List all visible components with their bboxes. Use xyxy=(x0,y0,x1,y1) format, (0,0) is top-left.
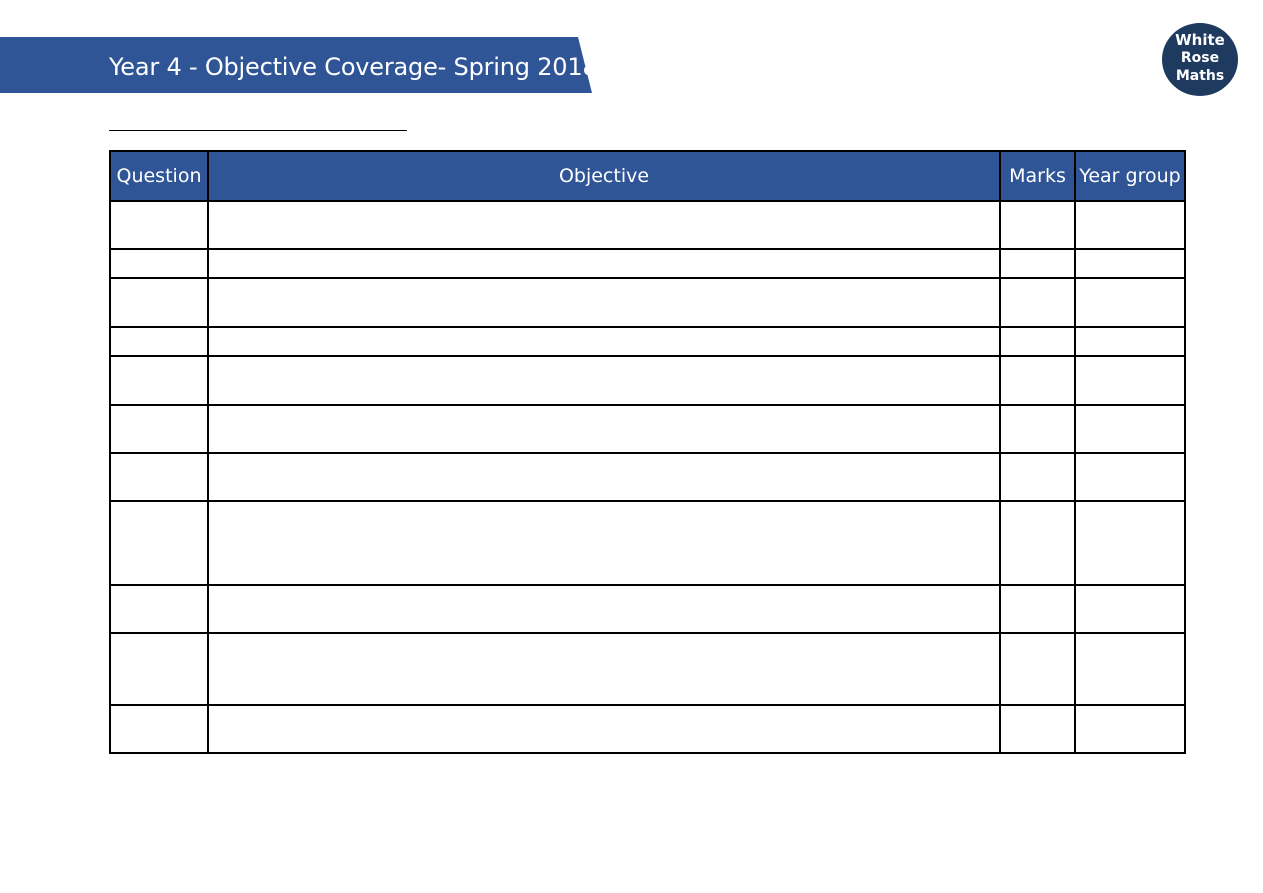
question-cell xyxy=(110,633,208,705)
question-cell xyxy=(110,249,208,278)
question-cell xyxy=(110,705,208,753)
question-cell xyxy=(110,585,208,633)
table-row xyxy=(110,356,1185,405)
marks-cell xyxy=(1000,356,1075,405)
year-group-cell xyxy=(1075,633,1185,705)
objective-cell xyxy=(208,633,1000,705)
marks-cell xyxy=(1000,585,1075,633)
column-header-objective: Objective xyxy=(208,151,1000,201)
question-cell xyxy=(110,278,208,327)
year-group-cell xyxy=(1075,405,1185,453)
column-header-marks: Marks xyxy=(1000,151,1075,201)
objective-cell xyxy=(208,705,1000,753)
marks-cell xyxy=(1000,501,1075,585)
objective-cell xyxy=(208,405,1000,453)
year-group-cell xyxy=(1075,705,1185,753)
objective-coverage-table xyxy=(109,150,1186,754)
table-row xyxy=(110,585,1185,633)
question-cell xyxy=(110,453,208,501)
table-row xyxy=(110,705,1185,753)
table-row xyxy=(110,327,1185,356)
logo-line-rose: Rose xyxy=(1180,50,1220,66)
logo-line-white: White xyxy=(1175,31,1225,49)
year-group-cell xyxy=(1075,453,1185,501)
name-underline xyxy=(109,130,407,131)
objective-cell xyxy=(208,201,1000,249)
objective-cell xyxy=(208,585,1000,633)
objective-cell xyxy=(208,278,1000,327)
objective-cell xyxy=(208,453,1000,501)
question-cell xyxy=(110,405,208,453)
question-cell xyxy=(110,501,208,585)
year-group-cell xyxy=(1075,501,1185,585)
table-row xyxy=(110,405,1185,453)
year-group-cell xyxy=(1075,278,1185,327)
year-group-cell xyxy=(1075,249,1185,278)
marks-cell xyxy=(1000,249,1075,278)
marks-cell xyxy=(1000,705,1075,753)
table-row xyxy=(110,278,1185,327)
objective-cell xyxy=(208,501,1000,585)
marks-cell xyxy=(1000,453,1075,501)
marks-cell xyxy=(1000,278,1075,327)
question-cell xyxy=(110,356,208,405)
objective-cell xyxy=(208,356,1000,405)
table-row xyxy=(110,453,1185,501)
year-group-cell xyxy=(1075,201,1185,249)
marks-cell xyxy=(1000,327,1075,356)
table-header-row xyxy=(110,151,1185,201)
white-rose-maths-logo xyxy=(1161,22,1239,97)
objective-cell xyxy=(208,249,1000,278)
table-row xyxy=(110,249,1185,278)
year-group-cell xyxy=(1075,356,1185,405)
question-cell xyxy=(110,327,208,356)
table-row xyxy=(110,201,1185,249)
column-header-question: Question xyxy=(110,151,208,201)
question-cell xyxy=(110,201,208,249)
column-header-year-group: Year group xyxy=(1075,151,1185,201)
logo-line-maths: Maths xyxy=(1175,68,1225,84)
objective-cell xyxy=(208,327,1000,356)
year-group-cell xyxy=(1075,585,1185,633)
title-banner xyxy=(0,37,598,93)
table-row xyxy=(110,633,1185,705)
year-group-cell xyxy=(1075,327,1185,356)
marks-cell xyxy=(1000,405,1075,453)
marks-cell xyxy=(1000,201,1075,249)
page-title: Year 4 - Objective Coverage- Spring 2018 xyxy=(109,53,598,81)
table-row xyxy=(110,501,1185,585)
marks-cell xyxy=(1000,633,1075,705)
